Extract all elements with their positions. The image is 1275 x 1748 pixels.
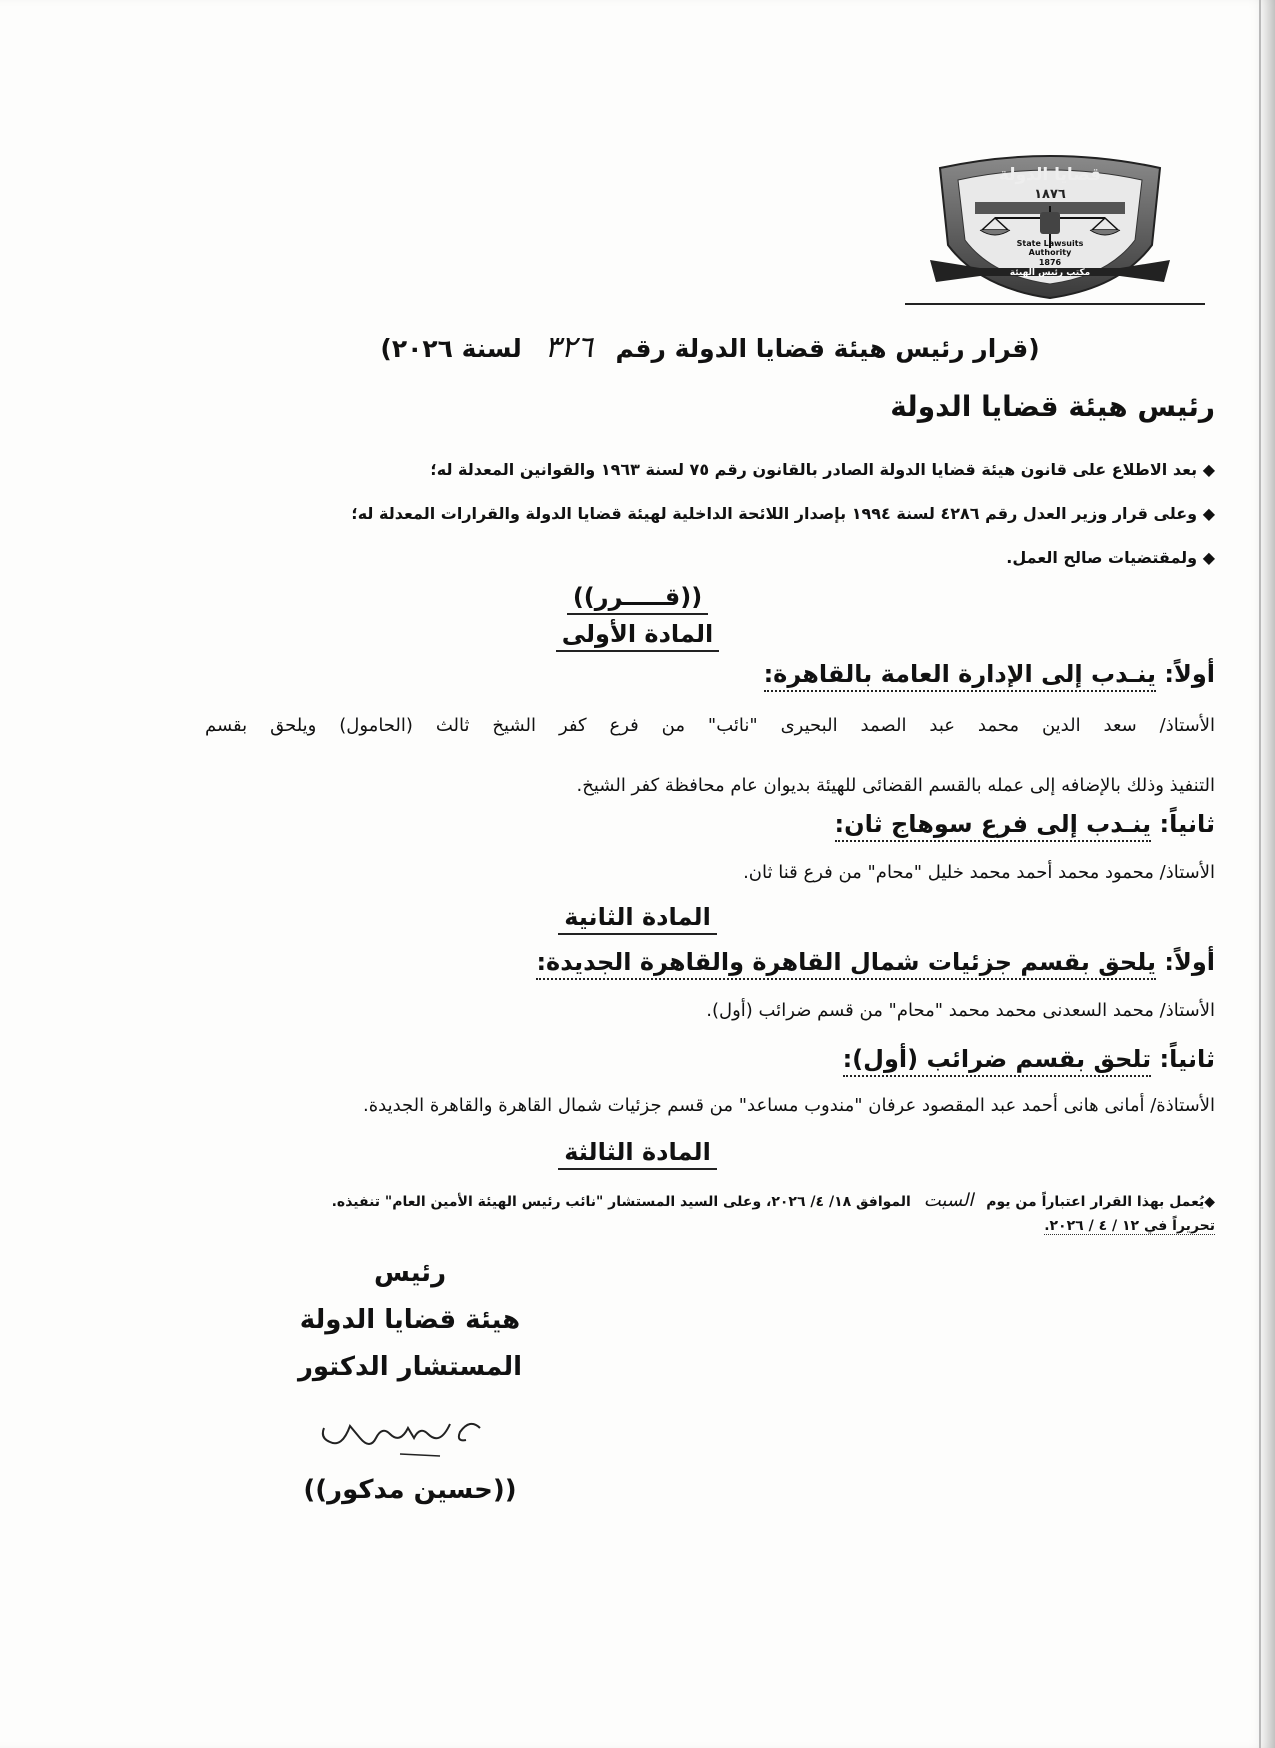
- signatory-title-line-2: هيئة قضايا الدولة: [299, 1305, 521, 1335]
- article-3-title: المادة الثالثة: [0, 1138, 1275, 1166]
- decision-heading: ((قـــــرر)): [0, 583, 1275, 611]
- preamble-item: ◆ ولمقتضيات صالح العمل.: [1006, 548, 1215, 567]
- issue-date: تحريراً في ١٢ / ٤ / ٢٠٢٦.: [1044, 1218, 1215, 1234]
- article-2-title: المادة الثانية: [0, 903, 1275, 931]
- header-divider: [905, 303, 1205, 305]
- signatory-name: ((حسين مدكور)): [303, 1475, 517, 1505]
- clause-label: أولاً:: [1164, 660, 1215, 688]
- emblem-arabic-year: ١٨٧٦: [1034, 187, 1066, 202]
- article-1-second-heading: [835, 810, 1216, 838]
- signatory-title-line-1: رئيس: [373, 1258, 447, 1288]
- effective-date-text: الموافق ١٨/ ٤/ ٢٠٢٦، وعلى السيد المستشار "نائب رئيس الهيئة الأمين العام" تنفيذه.: [331, 1194, 911, 1210]
- emblem-office-ribbon: مكتب رئيس الهيئة: [1009, 268, 1091, 278]
- emblem-english-year: 1876: [1038, 258, 1062, 267]
- emblem-english-name: State Lawsuits: [1016, 239, 1084, 248]
- handwritten-signature: [290, 1398, 510, 1468]
- article-2-second-body: الأستاذة/ أمانى هانى أحمد عبد المقصود عرفان "مندوب مساعد" من قسم جزئيات شمال القاهرة والقاهرة الجديدة.: [362, 1095, 1215, 1116]
- title-prefix: (قرار رئيس هيئة قضايا الدولة رقم: [615, 334, 1040, 363]
- preamble-item: ◆ بعد الاطلاع على قانون هيئة قضايا الدولة الصادر بالقانون رقم ٧٥ لسنة ١٩٦٣ والقوانين المعدلة له؛: [430, 460, 1215, 479]
- title-suffix: لسنة ٢٠٢٦): [380, 334, 522, 363]
- article-1-second-body: الأستاذ/ محمود محمد أحمد محمد خليل "محام" من فرع قنا ثان.: [743, 862, 1215, 883]
- issuer-heading: رئيس هيئة قضايا الدولة: [890, 390, 1215, 423]
- authority-emblem: [920, 150, 1180, 300]
- article-1-title: المادة الأولى: [0, 620, 1275, 648]
- article-3-body: [332, 1190, 1215, 1211]
- signatory-title-line-3: المستشار الدكتور: [297, 1352, 523, 1382]
- handwritten-day: السبت: [923, 1190, 974, 1211]
- decree-title: [360, 330, 1060, 365]
- emblem-arabic-name: قضايا الدولة: [998, 165, 1102, 185]
- preamble-item: ◆ وعلى قرار وزير العدل رقم ٤٢٨٦ لسنة ١٩٩٤ بإصدار اللائحة الداخلية لهيئة قضايا الدولة والقرارات المعدلة له؛: [351, 504, 1215, 523]
- article-1-first-body-line-1: الأستاذ/ سعد الدين محمد عبد الصمد البحيرى "نائب" من فرع كفر الشيخ ثالث (الحامول) ويلحق بقسم: [205, 715, 1215, 736]
- article-1-first-body-line-2: التنفيذ وذلك بالإضافه إلى عمله بالقسم القضائى للهيئة بديوان عام محافظة كفر الشيخ.: [576, 775, 1215, 796]
- scan-edge: [1259, 0, 1261, 1748]
- preamble-list: [45, 455, 1215, 587]
- article-2-first-heading: [536, 948, 1215, 976]
- clause-heading-text: يلحق بقسم جزئيات شمال القاهرة والقاهرة الجديدة:: [536, 948, 1156, 980]
- clause-label: ثانياً:: [1159, 1045, 1215, 1073]
- clause-heading-text: ينـدب إلى فرع سوهاج ثان:: [835, 810, 1152, 842]
- clause-label: ثانياً:: [1159, 810, 1215, 838]
- article-1-first-heading: [764, 660, 1215, 688]
- article-2-first-body: الأستاذ/ محمد السعدنى محمد محمد "محام" من قسم ضرائب (أول).: [706, 1000, 1215, 1021]
- clause-heading-text: تلحق بقسم ضرائب (أول):: [843, 1045, 1152, 1077]
- clause-label: أولاً:: [1164, 948, 1215, 976]
- effective-text: ◆يُعمل بهذا القرار اعتباراً من يوم: [986, 1194, 1215, 1210]
- emblem-english-name-2: Authority: [1028, 248, 1072, 257]
- clause-heading-text: ينـدب إلى الإدارة العامة بالقاهرة:: [764, 660, 1156, 692]
- decree-number: ٣٢٦: [544, 330, 593, 365]
- article-2-second-heading: [843, 1045, 1215, 1073]
